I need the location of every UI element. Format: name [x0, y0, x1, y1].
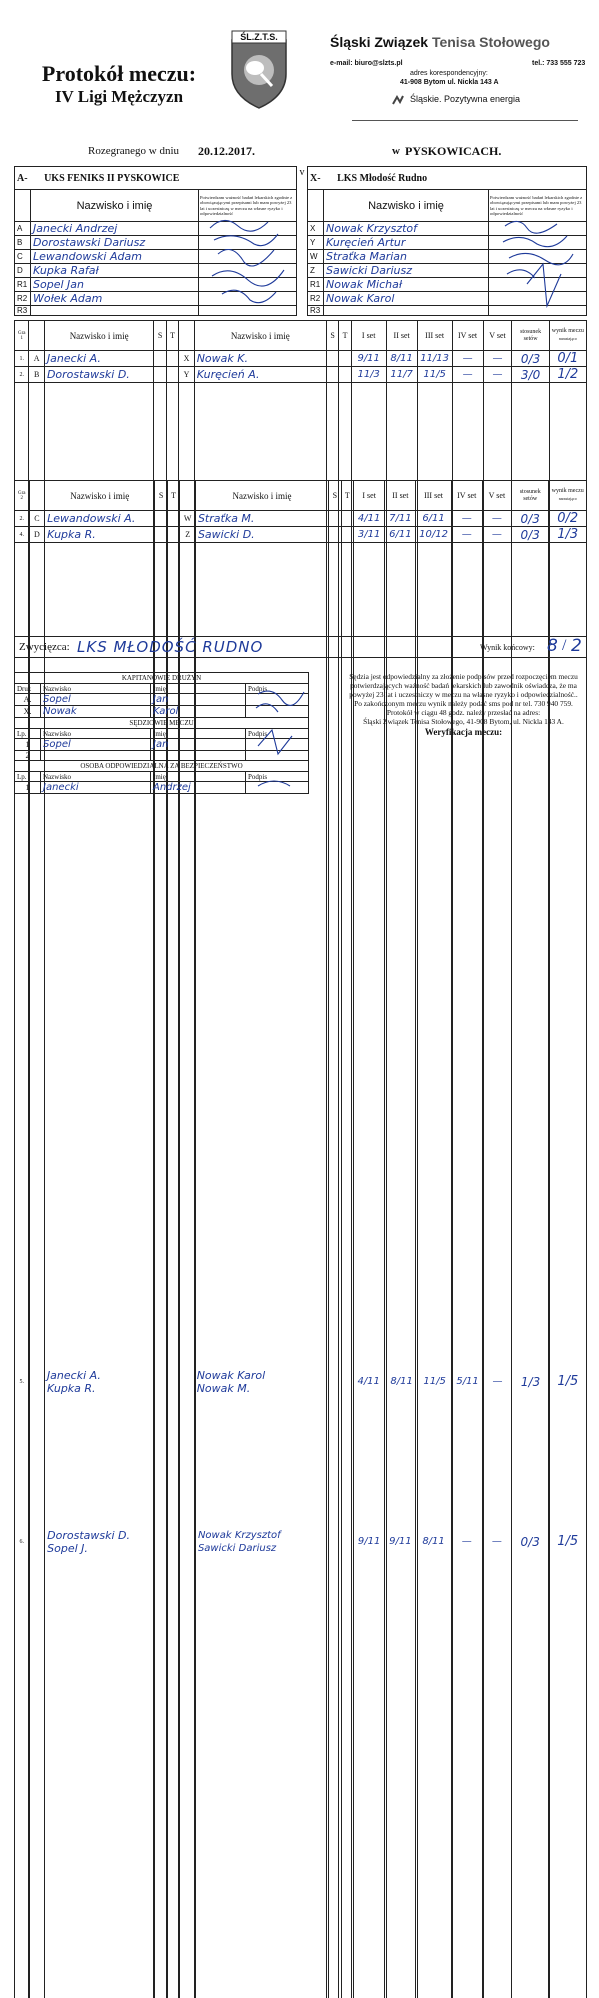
captain-row: A. Sopel Jan — [15, 694, 309, 706]
away-player-name — [324, 306, 489, 316]
protocol-title — [14, 62, 224, 108]
association-name-main: Śląski Związek — [330, 34, 428, 50]
verification-label: Weryfikacja meczu: — [340, 728, 587, 737]
home-player-name — [31, 306, 199, 316]
association-phone: tel.: 733 555 723 — [532, 60, 585, 67]
address-value: 41-908 Bytom ul. Nickla 143 A — [400, 79, 499, 86]
title-line-1: Protokół meczu: — [14, 62, 224, 86]
home-team-block — [14, 166, 297, 316]
game-col-label: Gra — [18, 491, 26, 496]
referee-row: 1 Sopel Jan — [15, 739, 309, 751]
place-prefix: w — [392, 145, 400, 157]
silesia-logo — [392, 93, 406, 105]
association-name-accent: Tenisa Stołowego — [432, 34, 550, 50]
safety-row: 1 Janecki Andrzej — [15, 782, 309, 794]
result-subheader: narastająco — [559, 336, 577, 341]
away-player-row: W Straťka Marian — [308, 250, 587, 264]
association-name — [330, 34, 550, 50]
winner-value: LKS MŁODOŚĆ RUDNO — [77, 638, 263, 656]
final-score-home: 8 — [547, 636, 558, 656]
home-player-name: Lewandowski Adam — [31, 250, 199, 264]
away-player-row: R3 — [308, 306, 587, 316]
match-date: 20.12.2017. — [198, 144, 255, 159]
captains-header: Druż Nazwisko Imię Podpis — [15, 684, 309, 694]
home-name-header: Nazwisko i imię — [45, 481, 155, 511]
games-block-2 — [14, 480, 587, 636]
final-score-away: 2 — [571, 636, 582, 656]
away-player-name: Straťka Marian — [324, 250, 489, 264]
officials-block — [14, 672, 309, 794]
association-logo — [228, 28, 290, 110]
home-player-row: R3 — [15, 306, 297, 316]
home-name-col: Nazwisko i imię — [31, 190, 199, 222]
away-player-name: Nowak Michał — [324, 278, 489, 292]
notice-box — [340, 672, 587, 794]
home-player-name: Janecki Andrzej — [31, 222, 199, 236]
home-player-row: B Dorostawski Dariusz — [15, 236, 297, 250]
home-player-row: R2 Wołek Adam — [15, 292, 297, 306]
home-team-name: UKS FENIKS II PYSKOWICE — [44, 173, 179, 184]
home-name-header: Nazwisko i imię — [44, 321, 154, 351]
home-team-header — [15, 167, 297, 190]
home-player-name: Sopel Jan — [31, 278, 199, 292]
notice-p3: Protokół w ciągu 48 godz. należy przesłać na adres: — [340, 708, 587, 717]
captain-row: X. Nowak Karol — [15, 706, 309, 718]
game-col-label: Gra — [18, 331, 26, 336]
home-player-row: C Lewandowski Adam — [15, 250, 297, 264]
header-rule — [352, 120, 578, 121]
date-label: Rozegranego w dniu — [88, 145, 179, 157]
away-name-col: Nazwisko i imię — [324, 190, 489, 222]
home-player-row: R1 Sopel Jan — [15, 278, 297, 292]
home-player-name: Wołek Adam — [31, 292, 199, 306]
away-team-header — [308, 167, 587, 190]
winner-label: Zwycięzca: — [19, 641, 70, 653]
officials-signatures — [252, 686, 308, 792]
home-player-row: D Kupka Rafał — [15, 264, 297, 278]
vs-label: v — [298, 167, 306, 178]
home-player-row: A Janecki Andrzej — [15, 222, 297, 236]
game-row: 4. D Kupka R. Z Sawicki D. 3/11 6/11 10/12 — — 0/3 1/3 — [15, 527, 587, 543]
sponsor-text: Śląskie. Pozytywna energia — [410, 94, 520, 104]
away-team-code: X- — [310, 173, 321, 184]
safety-title: OSOBA ODPOWIEDZIALNA ZA BEZPIECZEŃSTWO — [15, 761, 309, 772]
result-header: wynik meczu — [552, 488, 584, 494]
home-signatures — [204, 214, 294, 314]
game-row: 2. C Lewandowski A. W Straťka M. 4/11 7/11 6/11 — — 0/3 0/2 — [15, 511, 587, 527]
away-declaration-col: Potwierdzam ważność badań lekarskich zgodnie z obowiązującymi przepisami lub mam powyżej 23 lat i uczestniczę w meczu na własne ryzyko i odpowiedzialność — [489, 190, 587, 222]
referee-row: 2 — [15, 751, 309, 761]
away-player-row: X Nowak Krzysztof — [308, 222, 587, 236]
result-header: wynik meczu — [552, 328, 584, 334]
home-player-name: Dorostawski Dariusz — [31, 236, 199, 250]
address-label: adres korespondencyjny: — [410, 70, 488, 77]
away-player-row: R1 Nowak Michał — [308, 278, 587, 292]
away-team-name: LKS Młodość Rudno — [337, 173, 427, 184]
logo-text: ŚL.Z.T.S. — [228, 32, 290, 42]
title-line-2: IV Ligi Mężczyzn — [14, 86, 224, 108]
result-subheader: narastająco — [559, 496, 577, 501]
away-player-name: Nowak Karol — [324, 292, 489, 306]
away-player-row: Z Sawicki Dariusz — [308, 264, 587, 278]
safety-header: Lp. Nazwisko Imię Podpis — [15, 772, 309, 782]
winner-row: Zwycięzca: LKS MŁODOŚĆ RUDNO Wynik końcowy: 8 / 2 — [14, 636, 587, 658]
away-name-header: Nazwisko i imię — [194, 321, 326, 351]
referees-header: Lp. Nazwisko Imię Podpis — [15, 729, 309, 739]
association-email: e-mail: biuro@slzts.pl — [330, 60, 403, 67]
games-header-row: Gra 1 Nazwisko i imię S T Nazwisko i imię S T I set II set III set IV set V set stosunek setów wynik meczu narastająco — [15, 321, 587, 351]
home-team-code: A- — [17, 173, 28, 184]
away-player-name: Kuręcień Artur — [324, 236, 489, 250]
away-player-name: Sawicki Dariusz — [324, 264, 489, 278]
games-header-row: Gra 2 Nazwisko i imię S T Nazwisko i imię S T I set II set III set IV set V set stosunek setów wynik meczu narastająco — [15, 481, 587, 511]
away-name-header: Nazwisko i imię — [195, 481, 328, 511]
away-player-row: Y Kuręcień Artur — [308, 236, 587, 250]
captains-title: KAPITANOWIE DRUŻYN — [15, 673, 309, 684]
away-player-row: R2 Nowak Karol — [308, 292, 587, 306]
game-row-doubles: 6. Dorostawski D. Sopel J. Nowak Krzysztof Sawicki Dariusz 9/11 9/11 8/11 — — 0/3 1/5 — [15, 543, 587, 1998]
final-score-label: Wynik końcowy: — [480, 643, 535, 652]
games-block-1 — [14, 320, 587, 480]
game-row: 1. A Janecki A. X Nowak K. 9/11 8/11 11/13 — — 0/3 0/1 — [15, 351, 587, 367]
home-player-name: Kupka Rafał — [31, 264, 199, 278]
away-signatures — [497, 214, 585, 314]
home-declaration-col: Potwierdzam ważność badań lekarskich zgodnie z obowiązującymi przepisami lub mam powyżej 23 lat i uczestniczę w meczu na własne ryzyko i odpowiedzialność — [199, 190, 297, 222]
referees-title: SĘDZIOWIE MECZU — [15, 718, 309, 729]
away-player-name: Nowak Krzysztof — [324, 222, 489, 236]
match-place: PYSKOWICACH. — [405, 144, 501, 159]
away-team-block — [307, 166, 587, 316]
game-row-doubles: 5. Janecki A. Kupka R. Nowak Karol Nowak M. 4/11 8/11 11/5 5/11 — 1/3 1/5 — [15, 383, 587, 1998]
notice-p2: Po zakończonym meczu wynik należy podać sms pod nr tel. 730 940 759. — [340, 699, 587, 708]
game-row: 2. B Dorostawski D. Y Kuręcień A. 11/3 11/7 11/5 — — 3/0 1/2 — [15, 367, 587, 383]
notice-p1: Sędzia jest odpowiedzialny za złożenie podpisów przed rozpoczęciem meczu potwierdzających ważność badań lekarskich lub zawodnik oświadcza, że ma powyżej 23 lat i uczestniczy w meczu na własne ryzyko i odpowiedzialność.. — [340, 672, 587, 699]
notice-p4: Śląski Związek Tenisa Stołowego, 41-908 Bytom, ul. Nickla 143 A. — [340, 717, 587, 726]
